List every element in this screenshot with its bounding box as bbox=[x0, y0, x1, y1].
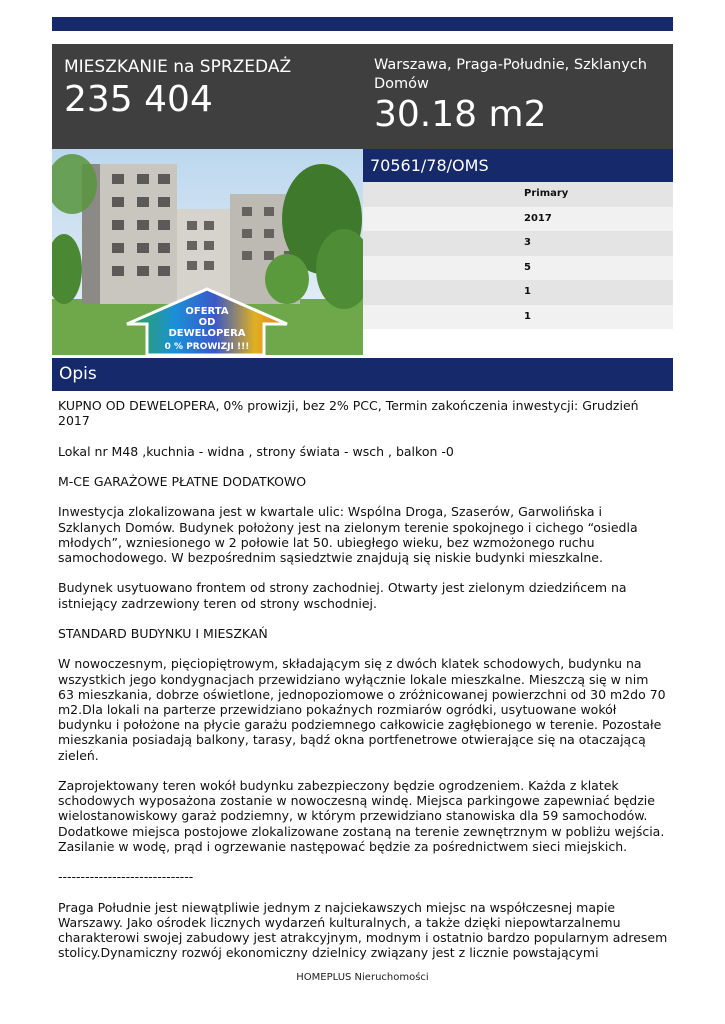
description-paragraph: M-CE GARAŻOWE PŁATNE DODATKOWO bbox=[58, 473, 307, 489]
description-paragraph: KUPNO OD DEWELOPERA, 0% prowizji, bez 2% PCC, Termin zakończenia inwestycji: Grudzień 2017 bbox=[58, 398, 639, 429]
description-paragraph: Zaprojektowany teren wokół budynku zabezpieczony będzie ogrodzeniem. Każda z klatek schodowych wyposażona zostanie w nowoczesną windę. Miejsca parkingowe zapewniać będzie wielostanowiskowy garaż podziemny, w którym przewidziano stanowiska dla 59 samochodów. Dodatkowe miejsca postojowe zlokalizowane zostaną na terenie zewnętrznym w pobliżu wejścia. Zasilanie w wodę, prąd i ogrzewanie następować będzie za pośrednictwem sieci miejskich. bbox=[58, 777, 665, 854]
banner-line-2: OD bbox=[198, 317, 216, 328]
detail-row-6: 1 bbox=[363, 305, 673, 330]
detail-row-year: 2017 bbox=[363, 207, 673, 232]
description-paragraph: Inwestycja zlokalizowana jest w kwartale ulic: Wspólna Droga, Szaserów, Garwolińska i Szklanych Domów. Budynek położony jest na zielonym terenie spokojnego i cichego “osiedla młodych”, wzniesionego w 2 połowie lat 50. ubiegłego wieku, bez wzmożonego ruchu samochodowego. W bezpośrednim sąsiedztwie znajdują się niskie budynki mieszkalne. bbox=[58, 504, 638, 565]
banner-line-3: DEWELOPERA bbox=[168, 328, 246, 339]
section-title: Opis bbox=[59, 364, 97, 384]
description-separator: ------------------------------ bbox=[58, 869, 194, 885]
listing-area: 30.18 m2 bbox=[374, 94, 547, 135]
listing-price: 235 404 bbox=[64, 79, 213, 120]
description-paragraph: W nowoczesnym, pięciopiętrowym, składającym się z dwóch klatek schodowych, budynku na wszystkich jego kondygnacjach przewidziano wyłącznie lokale mieszkalne. Mieszczą się w nim 63 mieszkania, dobrze oświetlone, jednopoziomowe o zróżnicowanej powierzchni od 30 m2do 70 m2.Dla lokali na parterze przewidziano pokaźnych rozmiarów ogródki, usytuowane wokół budynku i położone na płycie garażu podziemnego całkowicie zagłębionego w terenie. Pozostałe mieszkania posiadają balkony, tarasy, bądź okna portfenetrowe otwierające się na otaczającą zieleń. bbox=[58, 656, 666, 763]
description-paragraph: Budynek usytuowano frontem od strony zachodniej. Otwarty jest zielonym dziedzińcem na istniejący zadrzewiony teren od strony wschodniej. bbox=[58, 580, 627, 611]
description-paragraph: Lokal nr M48 ,kuchnia - widna , strony świata - wsch , balkon -0 bbox=[58, 443, 454, 459]
banner-commission: 0 % PROWIZJI !!! bbox=[164, 342, 250, 352]
property-photo bbox=[52, 149, 363, 355]
detail-row-market: Primary bbox=[363, 182, 673, 207]
listing-header bbox=[52, 44, 673, 149]
listing-location: Warszawa, Praga-Południe, Szklanych Domów bbox=[374, 57, 647, 92]
description-paragraph: Praga Południe jest niewątpliwie jednym z najciekawszych miejsc na współczesnej mapie Warszawy. Jako ośrodek licznych wydarzeń kulturalnych, a także dzięki niepowtarzalnemu charakterowi swojej zabudowy jest atrakcyjnym, modnym i ostatnio bardzo popularnym adresem stolicy.Dynamiczny rozwój ekonomiczny dzielnicy związany jest z licznie powstającymi bbox=[58, 899, 668, 961]
banner-line-1: OFERTA bbox=[185, 306, 229, 317]
description-section-header bbox=[52, 358, 673, 391]
reference-number: 70561/78/OMS bbox=[363, 149, 673, 182]
footer-agency: HOMEPLUS Nieruchomości bbox=[296, 972, 429, 983]
top-accent-bar bbox=[52, 17, 673, 31]
listing-type: MIESZKANIE na SPRZEDAŻ bbox=[64, 57, 292, 77]
description-paragraph: STANDARD BUDYNKU I MIESZKAŃ bbox=[58, 625, 268, 641]
description-body bbox=[58, 398, 668, 976]
details-panel bbox=[363, 149, 673, 329]
details-rows bbox=[363, 182, 673, 329]
detail-row-3: 3 bbox=[363, 231, 673, 256]
detail-row-4: 5 bbox=[363, 256, 673, 281]
detail-row-5: 1 bbox=[363, 280, 673, 305]
